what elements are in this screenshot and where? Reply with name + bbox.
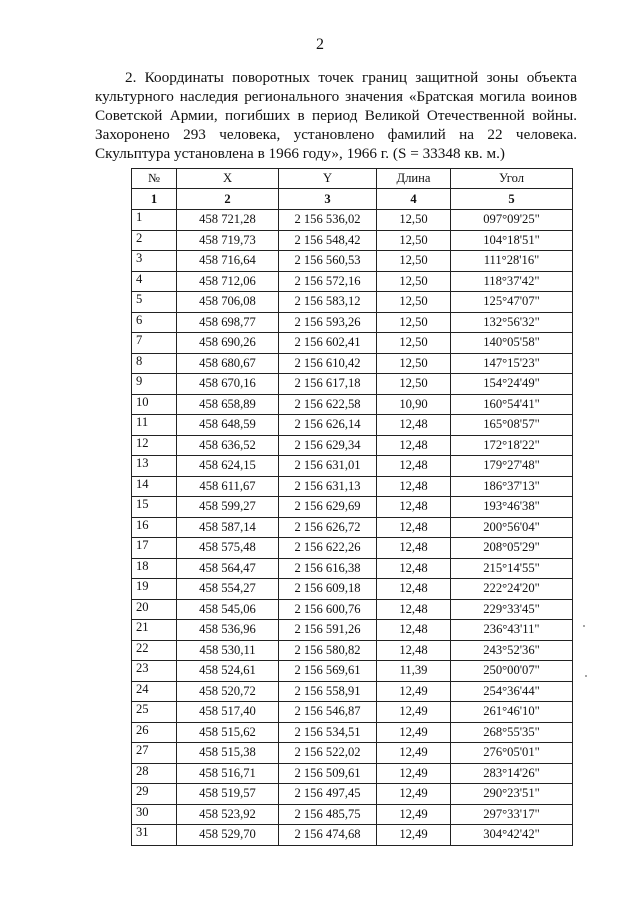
cell-angle: 200°56'04" xyxy=(451,517,573,538)
cell-angle: 104°18'51" xyxy=(451,230,573,251)
table-row xyxy=(132,825,573,846)
cell-angle: 243°52'36" xyxy=(451,640,573,661)
cell-angle: 304°42'42" xyxy=(451,825,573,846)
page-number: 2 xyxy=(316,36,324,53)
cell-length: 12,50 xyxy=(377,353,451,374)
cell-angle: 261°46'10" xyxy=(451,702,573,723)
column-number-5: 5 xyxy=(451,189,573,210)
table-row xyxy=(132,661,573,682)
cell-length: 12,49 xyxy=(377,763,451,784)
cell-x: 458 517,40 xyxy=(177,702,279,723)
cell-length: 12,48 xyxy=(377,435,451,456)
cell-length: 12,50 xyxy=(377,333,451,354)
cell-x: 458 680,67 xyxy=(177,353,279,374)
table-row xyxy=(132,210,573,231)
cell-x: 458 523,92 xyxy=(177,804,279,825)
cell-x: 458 545,06 xyxy=(177,599,279,620)
cell-x: 458 554,27 xyxy=(177,579,279,600)
cell-angle: 154°24'49" xyxy=(451,374,573,395)
cell-length: 12,49 xyxy=(377,743,451,764)
header-length: Длина xyxy=(377,169,451,189)
cell-angle: 208°05'29" xyxy=(451,538,573,559)
cell-angle: 283°14'26" xyxy=(451,763,573,784)
cell-y: 2 156 600,76 xyxy=(279,599,377,620)
cell-length: 12,50 xyxy=(377,230,451,251)
table-row xyxy=(132,702,573,723)
table-row xyxy=(132,476,573,497)
column-numbers-row xyxy=(132,189,573,210)
cell-x: 458 706,08 xyxy=(177,292,279,313)
column-number-2: 2 xyxy=(177,189,279,210)
cell-number: 11 xyxy=(132,415,177,436)
cell-x: 458 530,11 xyxy=(177,640,279,661)
cell-x: 458 515,62 xyxy=(177,722,279,743)
cell-y: 2 156 474,68 xyxy=(279,825,377,846)
cell-x: 458 690,26 xyxy=(177,333,279,354)
cell-x: 458 599,27 xyxy=(177,497,279,518)
cell-number: 5 xyxy=(132,292,177,313)
table-row xyxy=(132,394,573,415)
cell-y: 2 156 622,26 xyxy=(279,538,377,559)
table-row xyxy=(132,763,573,784)
table-row xyxy=(132,435,573,456)
cell-number: 25 xyxy=(132,702,177,723)
table-row xyxy=(132,230,573,251)
cell-angle: 179°27'48" xyxy=(451,456,573,477)
table-row xyxy=(132,558,573,579)
cell-angle: 097°09'25" xyxy=(451,210,573,231)
table-row xyxy=(132,517,573,538)
cell-x: 458 516,71 xyxy=(177,763,279,784)
header-x: X xyxy=(177,169,279,189)
cell-y: 2 156 602,41 xyxy=(279,333,377,354)
cell-angle: 140°05'58" xyxy=(451,333,573,354)
cell-number: 13 xyxy=(132,456,177,477)
table-row xyxy=(132,456,573,477)
cell-y: 2 156 610,42 xyxy=(279,353,377,374)
cell-x: 458 716,64 xyxy=(177,251,279,272)
cell-number: 27 xyxy=(132,743,177,764)
table-row xyxy=(132,640,573,661)
cell-x: 458 670,16 xyxy=(177,374,279,395)
header-y: Y xyxy=(279,169,377,189)
cell-angle: 215°14'55" xyxy=(451,558,573,579)
cell-x: 458 624,15 xyxy=(177,456,279,477)
table-row xyxy=(132,312,573,333)
cell-angle: 297°33'17" xyxy=(451,804,573,825)
cell-x: 458 524,61 xyxy=(177,661,279,682)
cell-angle: 250°00'07" xyxy=(451,661,573,682)
cell-length: 12,50 xyxy=(377,374,451,395)
cell-length: 12,48 xyxy=(377,538,451,559)
cell-x: 458 529,70 xyxy=(177,825,279,846)
table-row xyxy=(132,579,573,600)
cell-y: 2 156 536,02 xyxy=(279,210,377,231)
coordinates-table xyxy=(131,168,573,846)
cell-length: 12,48 xyxy=(377,517,451,538)
cell-x: 458 575,48 xyxy=(177,538,279,559)
table-row xyxy=(132,271,573,292)
cell-length: 12,48 xyxy=(377,640,451,661)
cell-y: 2 156 572,16 xyxy=(279,271,377,292)
cell-angle: 193°46'38" xyxy=(451,497,573,518)
cell-angle: 118°37'42" xyxy=(451,271,573,292)
cell-angle: 276°05'01" xyxy=(451,743,573,764)
cell-length: 12,48 xyxy=(377,599,451,620)
cell-y: 2 156 609,18 xyxy=(279,579,377,600)
cell-angle: 186°37'13" xyxy=(451,476,573,497)
table-row xyxy=(132,333,573,354)
cell-x: 458 536,96 xyxy=(177,620,279,641)
table-row xyxy=(132,538,573,559)
cell-angle: 172°18'22" xyxy=(451,435,573,456)
cell-number: 31 xyxy=(132,825,177,846)
cell-y: 2 156 560,53 xyxy=(279,251,377,272)
cell-number: 12 xyxy=(132,435,177,456)
cell-number: 20 xyxy=(132,599,177,620)
cell-y: 2 156 485,75 xyxy=(279,804,377,825)
cell-y: 2 156 629,69 xyxy=(279,497,377,518)
cell-number: 30 xyxy=(132,804,177,825)
table-row xyxy=(132,251,573,272)
cell-x: 458 520,72 xyxy=(177,681,279,702)
table-row xyxy=(132,353,573,374)
cell-length: 12,48 xyxy=(377,497,451,518)
table-row xyxy=(132,415,573,436)
cell-x: 458 564,47 xyxy=(177,558,279,579)
cell-length: 12,49 xyxy=(377,804,451,825)
cell-length: 12,50 xyxy=(377,251,451,272)
cell-number: 7 xyxy=(132,333,177,354)
column-number-3: 3 xyxy=(279,189,377,210)
cell-angle: 254°36'44" xyxy=(451,681,573,702)
cell-y: 2 156 593,26 xyxy=(279,312,377,333)
cell-number: 9 xyxy=(132,374,177,395)
cell-number: 19 xyxy=(132,579,177,600)
cell-length: 12,50 xyxy=(377,312,451,333)
cell-y: 2 156 509,61 xyxy=(279,763,377,784)
cell-y: 2 156 583,12 xyxy=(279,292,377,313)
cell-angle: 132°56'32" xyxy=(451,312,573,333)
cell-y: 2 156 569,61 xyxy=(279,661,377,682)
cell-angle: 125°47'07" xyxy=(451,292,573,313)
header-angle: Угол xyxy=(451,169,573,189)
cell-y: 2 156 534,51 xyxy=(279,722,377,743)
cell-number: 4 xyxy=(132,271,177,292)
cell-number: 29 xyxy=(132,784,177,805)
cell-number: 18 xyxy=(132,558,177,579)
cell-length: 12,49 xyxy=(377,681,451,702)
intro-text: 2. Координаты поворотных точек границ защитной зоны объекта культурного наследия регионального значения «Братская могила воинов Советской Армии, погибших в период Великой Отечественной войны. Захоронено 293 человека, установлено фамилий на 22 человека. Скульптура установлена в 1966 году», 1966 г. (S = 33348 кв. м.) xyxy=(95,69,577,162)
cell-number: 17 xyxy=(132,538,177,559)
cell-number: 16 xyxy=(132,517,177,538)
cell-x: 458 587,14 xyxy=(177,517,279,538)
cell-y: 2 156 629,34 xyxy=(279,435,377,456)
table-row xyxy=(132,292,573,313)
cell-angle: 111°28'16" xyxy=(451,251,573,272)
cell-x: 458 721,28 xyxy=(177,210,279,231)
cell-number: 8 xyxy=(132,353,177,374)
table-row xyxy=(132,374,573,395)
cell-x: 458 519,57 xyxy=(177,784,279,805)
cell-number: 2 xyxy=(132,230,177,251)
cell-x: 458 611,67 xyxy=(177,476,279,497)
cell-y: 2 156 631,01 xyxy=(279,456,377,477)
cell-length: 12,50 xyxy=(377,292,451,313)
cell-number: 10 xyxy=(132,394,177,415)
table-header-row xyxy=(132,169,573,189)
cell-angle: 229°33'45" xyxy=(451,599,573,620)
cell-y: 2 156 548,42 xyxy=(279,230,377,251)
cell-length: 12,48 xyxy=(377,456,451,477)
table-row xyxy=(132,784,573,805)
cell-number: 26 xyxy=(132,722,177,743)
cell-y: 2 156 497,45 xyxy=(279,784,377,805)
cell-length: 12,50 xyxy=(377,210,451,231)
cell-number: 21 xyxy=(132,620,177,641)
cell-y: 2 156 591,26 xyxy=(279,620,377,641)
cell-number: 22 xyxy=(132,640,177,661)
cell-y: 2 156 631,13 xyxy=(279,476,377,497)
table-row xyxy=(132,599,573,620)
table-row xyxy=(132,743,573,764)
cell-y: 2 156 617,18 xyxy=(279,374,377,395)
cell-number: 24 xyxy=(132,681,177,702)
scan-speck xyxy=(585,675,587,677)
cell-length: 11,39 xyxy=(377,661,451,682)
cell-length: 10,90 xyxy=(377,394,451,415)
cell-length: 12,49 xyxy=(377,784,451,805)
cell-length: 12,48 xyxy=(377,415,451,436)
column-number-4: 4 xyxy=(377,189,451,210)
cell-y: 2 156 580,82 xyxy=(279,640,377,661)
header-number: № xyxy=(132,169,177,189)
cell-length: 12,48 xyxy=(377,558,451,579)
cell-x: 458 658,89 xyxy=(177,394,279,415)
cell-x: 458 712,06 xyxy=(177,271,279,292)
scan-speck xyxy=(583,625,585,627)
cell-number: 23 xyxy=(132,661,177,682)
table-row xyxy=(132,804,573,825)
table-row xyxy=(132,620,573,641)
table-row xyxy=(132,722,573,743)
cell-x: 458 698,77 xyxy=(177,312,279,333)
cell-y: 2 156 558,91 xyxy=(279,681,377,702)
cell-number: 1 xyxy=(132,210,177,231)
cell-number: 3 xyxy=(132,251,177,272)
cell-number: 28 xyxy=(132,763,177,784)
column-number-1: 1 xyxy=(132,189,177,210)
cell-y: 2 156 626,72 xyxy=(279,517,377,538)
cell-x: 458 719,73 xyxy=(177,230,279,251)
cell-angle: 268°55'35" xyxy=(451,722,573,743)
cell-angle: 160°54'41" xyxy=(451,394,573,415)
cell-length: 12,48 xyxy=(377,579,451,600)
cell-angle: 222°24'20" xyxy=(451,579,573,600)
cell-y: 2 156 546,87 xyxy=(279,702,377,723)
cell-length: 12,49 xyxy=(377,702,451,723)
cell-x: 458 648,59 xyxy=(177,415,279,436)
cell-angle: 147°15'23" xyxy=(451,353,573,374)
cell-length: 12,48 xyxy=(377,476,451,497)
cell-number: 15 xyxy=(132,497,177,518)
cell-y: 2 156 616,38 xyxy=(279,558,377,579)
cell-x: 458 515,38 xyxy=(177,743,279,764)
cell-angle: 236°43'11" xyxy=(451,620,573,641)
cell-number: 6 xyxy=(132,312,177,333)
intro-paragraph xyxy=(95,68,577,163)
cell-y: 2 156 626,14 xyxy=(279,415,377,436)
table-row xyxy=(132,497,573,518)
cell-angle: 165°08'57" xyxy=(451,415,573,436)
cell-y: 2 156 622,58 xyxy=(279,394,377,415)
cell-angle: 290°23'51" xyxy=(451,784,573,805)
cell-length: 12,49 xyxy=(377,825,451,846)
cell-length: 12,50 xyxy=(377,271,451,292)
cell-y: 2 156 522,02 xyxy=(279,743,377,764)
cell-x: 458 636,52 xyxy=(177,435,279,456)
cell-length: 12,49 xyxy=(377,722,451,743)
table-row xyxy=(132,681,573,702)
cell-number: 14 xyxy=(132,476,177,497)
cell-length: 12,48 xyxy=(377,620,451,641)
